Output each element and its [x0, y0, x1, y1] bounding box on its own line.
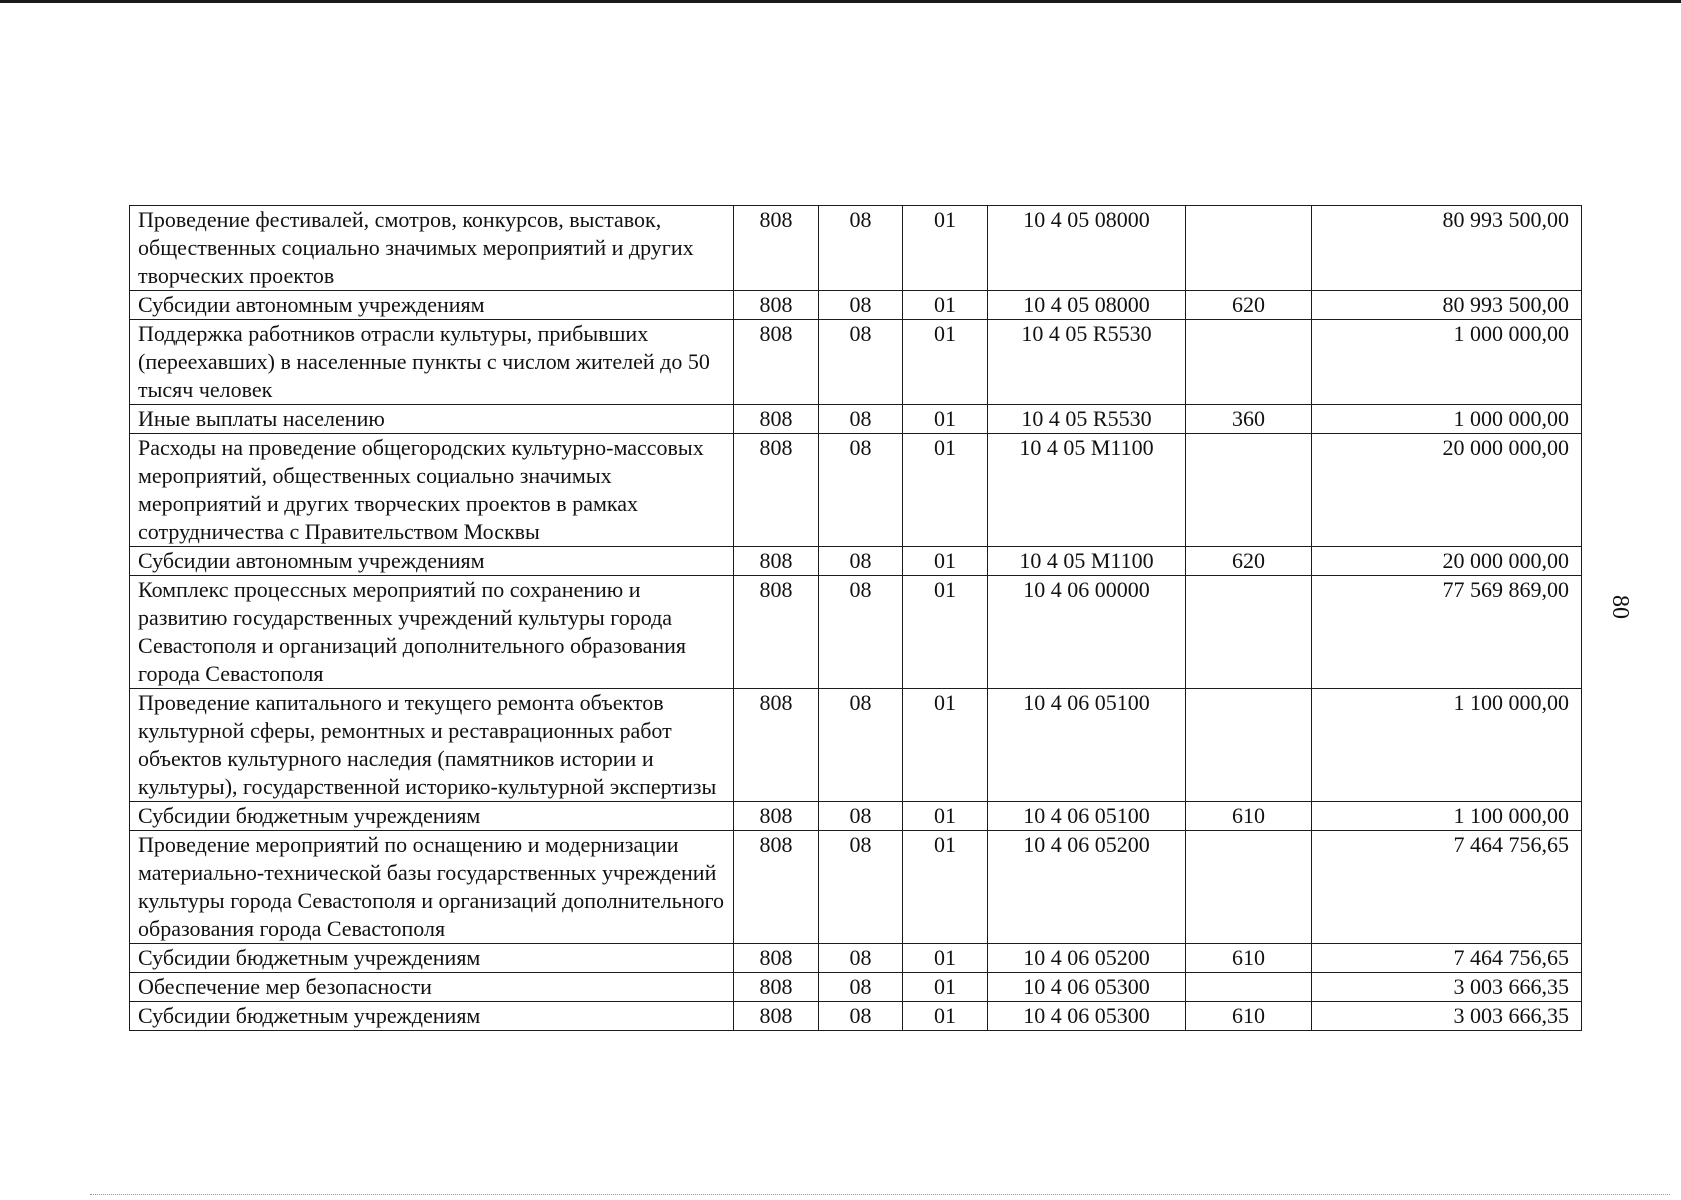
amount-cell: 3 003 666,35	[1312, 973, 1582, 1002]
table-row	[130, 689, 1582, 802]
amount-cell: 80 993 500,00	[1312, 291, 1582, 320]
target-article-cell: 10 4 06 05100	[988, 802, 1186, 831]
target-article-cell: 10 4 06 05200	[988, 831, 1186, 944]
target-article-cell: 10 4 05 08000	[988, 206, 1186, 291]
table-row	[130, 434, 1582, 547]
expense-type-cell: 610	[1186, 944, 1312, 973]
section-code-cell: 08	[819, 802, 903, 831]
amount-cell: 20 000 000,00	[1312, 547, 1582, 576]
section-code-cell: 08	[819, 206, 903, 291]
expense-name-cell: Проведение фестивалей, смотров, конкурсов, выставок, общественных социально значимых мероприятий и других творческих проектов	[130, 206, 734, 291]
ministry-code-cell: 808	[734, 434, 819, 547]
section-code-cell: 08	[819, 405, 903, 434]
budget-table	[129, 205, 1582, 1031]
amount-cell: 1 100 000,00	[1312, 802, 1582, 831]
subsection-code-cell: 01	[903, 576, 988, 689]
table-row	[130, 576, 1582, 689]
expense-name-cell: Субсидии бюджетным учреждениям	[130, 802, 734, 831]
table-row	[130, 405, 1582, 434]
scan-top-edge	[0, 0, 1681, 3]
amount-cell: 1 000 000,00	[1312, 320, 1582, 405]
section-code-cell: 08	[819, 689, 903, 802]
ministry-code-cell: 808	[734, 405, 819, 434]
expense-name-cell: Проведение капитального и текущего ремонта объектов культурной сферы, ремонтных и реставрационных работ объектов культурного наследия (памятников истории и культуры), государственной историко-культурной экспертизы	[130, 689, 734, 802]
section-code-cell: 08	[819, 434, 903, 547]
expense-name-cell: Проведение мероприятий по оснащению и модернизации материально-технической базы государственных учреждений культуры города Севастополя и организаций дополнительного образования города Севастополя	[130, 831, 734, 944]
expense-name-cell: Обеспечение мер безопасности	[130, 973, 734, 1002]
amount-cell: 1 100 000,00	[1312, 689, 1582, 802]
table-row	[130, 547, 1582, 576]
expense-type-cell	[1186, 689, 1312, 802]
expense-type-cell: 620	[1186, 547, 1312, 576]
section-code-cell: 08	[819, 547, 903, 576]
target-article-cell: 10 4 06 00000	[988, 576, 1186, 689]
ministry-code-cell: 808	[734, 206, 819, 291]
expense-name-cell: Расходы на проведение общегородских культурно-массовых мероприятий, общественных социально значимых мероприятий и других творческих проектов в рамках сотрудничества с Правительством Москвы	[130, 434, 734, 547]
expense-type-cell	[1186, 320, 1312, 405]
expense-type-cell	[1186, 206, 1312, 291]
expense-type-cell	[1186, 973, 1312, 1002]
subsection-code-cell: 01	[903, 206, 988, 291]
subsection-code-cell: 01	[903, 320, 988, 405]
ministry-code-cell: 808	[734, 831, 819, 944]
table-row	[130, 944, 1582, 973]
ministry-code-cell: 808	[734, 973, 819, 1002]
target-article-cell: 10 4 05 M1100	[988, 547, 1186, 576]
subsection-code-cell: 01	[903, 547, 988, 576]
ministry-code-cell: 808	[734, 576, 819, 689]
section-code-cell: 08	[819, 831, 903, 944]
ministry-code-cell: 808	[734, 320, 819, 405]
expense-type-cell	[1186, 831, 1312, 944]
ministry-code-cell: 808	[734, 689, 819, 802]
subsection-code-cell: 01	[903, 689, 988, 802]
target-article-cell: 10 4 05 08000	[988, 291, 1186, 320]
target-article-cell: 10 4 06 05200	[988, 944, 1186, 973]
section-code-cell: 08	[819, 320, 903, 405]
expense-type-cell	[1186, 434, 1312, 547]
target-article-cell: 10 4 05 R5530	[988, 405, 1186, 434]
ministry-code-cell: 808	[734, 802, 819, 831]
scan-bottom-edge	[90, 1194, 1670, 1196]
expense-type-cell: 610	[1186, 802, 1312, 831]
target-article-cell: 10 4 06 05100	[988, 689, 1186, 802]
subsection-code-cell: 01	[903, 1002, 988, 1031]
amount-cell: 80 993 500,00	[1312, 206, 1582, 291]
table-row	[130, 320, 1582, 405]
section-code-cell: 08	[819, 1002, 903, 1031]
subsection-code-cell: 01	[903, 973, 988, 1002]
target-article-cell: 10 4 05 M1100	[988, 434, 1186, 547]
amount-cell: 3 003 666,35	[1312, 1002, 1582, 1031]
expense-name-cell: Субсидии автономным учреждениям	[130, 291, 734, 320]
ministry-code-cell: 808	[734, 547, 819, 576]
expense-type-cell: 620	[1186, 291, 1312, 320]
amount-cell: 77 569 869,00	[1312, 576, 1582, 689]
ministry-code-cell: 808	[734, 944, 819, 973]
table-row	[130, 802, 1582, 831]
target-article-cell: 10 4 06 05300	[988, 973, 1186, 1002]
subsection-code-cell: 01	[903, 831, 988, 944]
page-number: 80	[1607, 595, 1633, 619]
expense-name-cell: Поддержка работников отрасли культуры, прибывших (переехавших) в населенные пункты с числом жителей до 50 тысяч человек	[130, 320, 734, 405]
expense-name-cell: Иные выплаты населению	[130, 405, 734, 434]
ministry-code-cell: 808	[734, 1002, 819, 1031]
table-row	[130, 291, 1582, 320]
table-row	[130, 831, 1582, 944]
expense-name-cell: Субсидии бюджетным учреждениям	[130, 1002, 734, 1031]
amount-cell: 7 464 756,65	[1312, 944, 1582, 973]
expense-type-cell	[1186, 576, 1312, 689]
expense-type-cell: 610	[1186, 1002, 1312, 1031]
section-code-cell: 08	[819, 576, 903, 689]
target-article-cell: 10 4 05 R5530	[988, 320, 1186, 405]
subsection-code-cell: 01	[903, 802, 988, 831]
ministry-code-cell: 808	[734, 291, 819, 320]
table-row	[130, 206, 1582, 291]
table-body	[130, 206, 1582, 1031]
table-row	[130, 1002, 1582, 1031]
amount-cell: 7 464 756,65	[1312, 831, 1582, 944]
expense-name-cell: Комплекс процессных мероприятий по сохранению и развитию государственных учреждений культуры города Севастополя и организаций дополнительного образования города Севастополя	[130, 576, 734, 689]
target-article-cell: 10 4 06 05300	[988, 1002, 1186, 1031]
table-row	[130, 973, 1582, 1002]
subsection-code-cell: 01	[903, 405, 988, 434]
expense-name-cell: Субсидии автономным учреждениям	[130, 547, 734, 576]
subsection-code-cell: 01	[903, 291, 988, 320]
subsection-code-cell: 01	[903, 944, 988, 973]
section-code-cell: 08	[819, 291, 903, 320]
section-code-cell: 08	[819, 944, 903, 973]
section-code-cell: 08	[819, 973, 903, 1002]
subsection-code-cell: 01	[903, 434, 988, 547]
amount-cell: 20 000 000,00	[1312, 434, 1582, 547]
amount-cell: 1 000 000,00	[1312, 405, 1582, 434]
expense-type-cell: 360	[1186, 405, 1312, 434]
expense-name-cell: Субсидии бюджетным учреждениям	[130, 944, 734, 973]
